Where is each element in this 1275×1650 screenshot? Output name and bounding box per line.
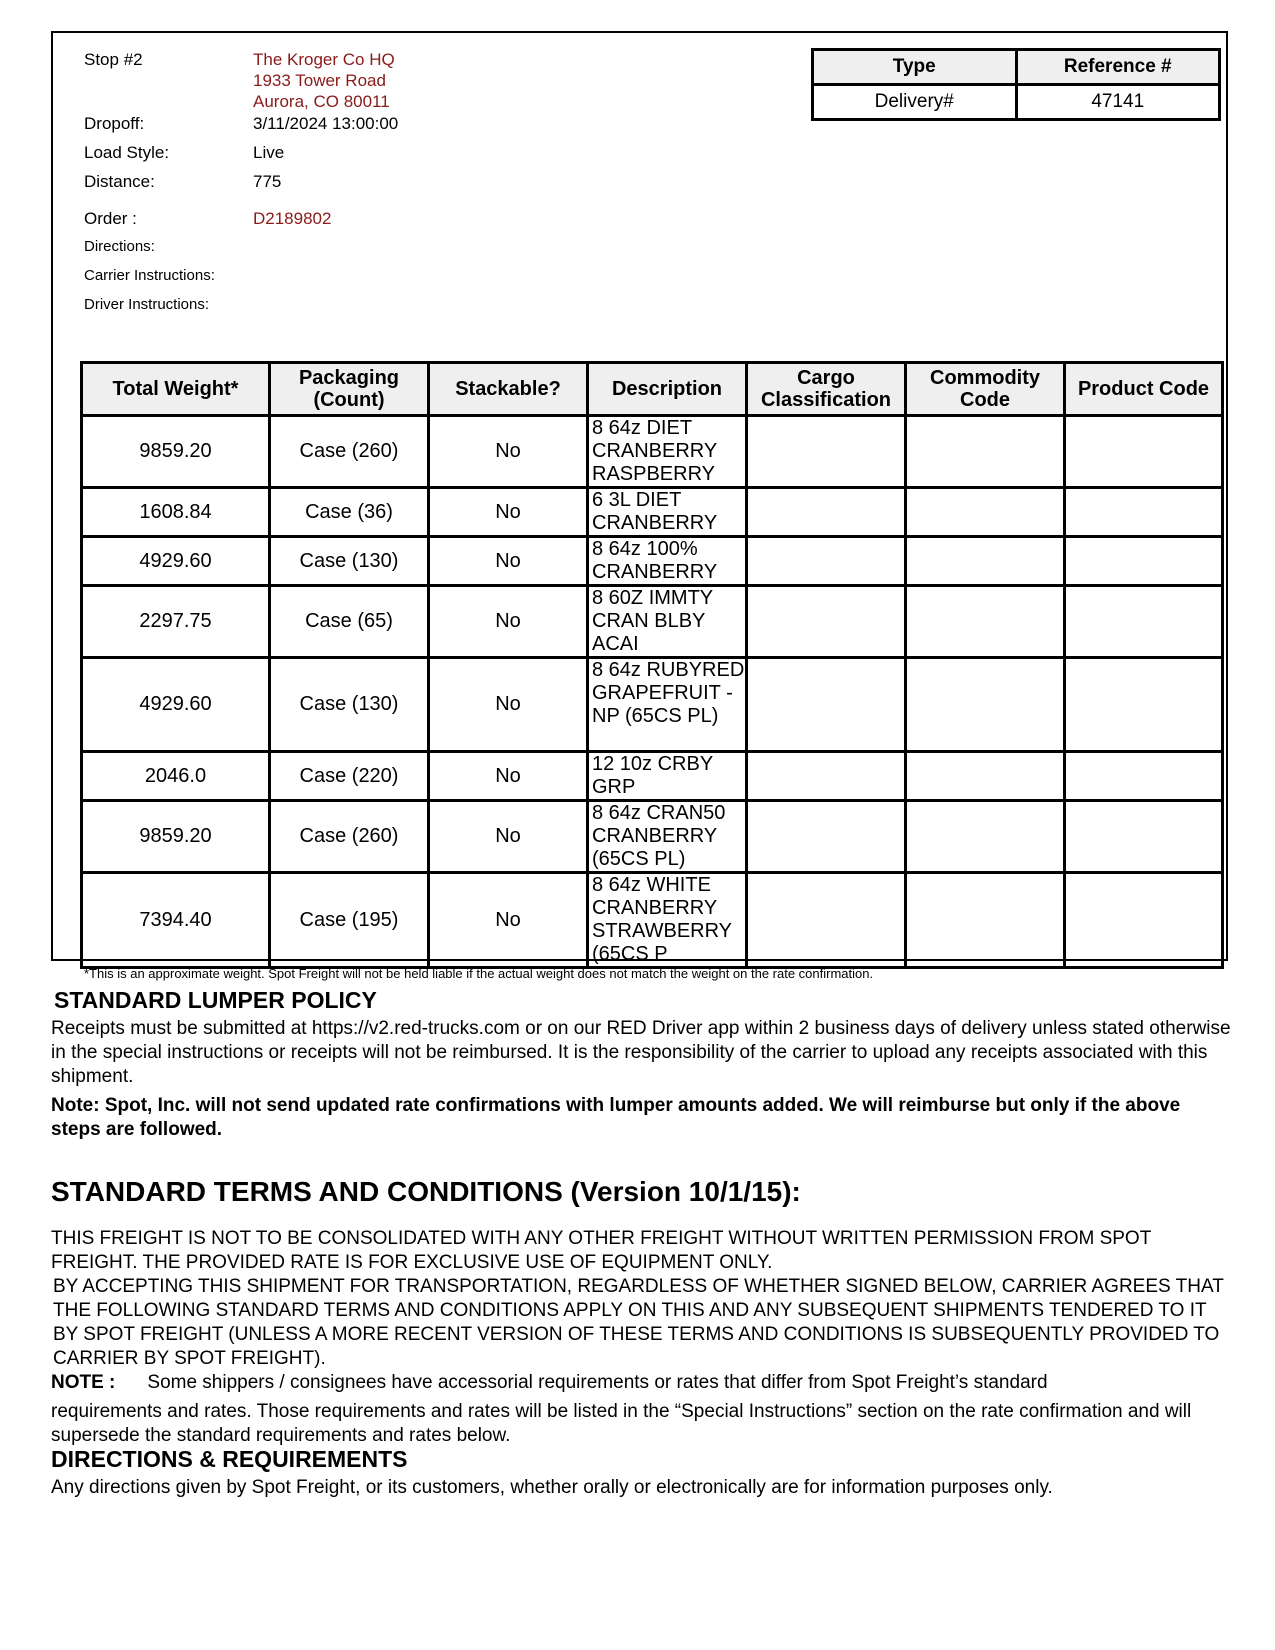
packaging-cell: Case (65) — [270, 586, 429, 658]
product-code-cell — [1065, 752, 1223, 801]
commodity-code-cell — [906, 537, 1065, 586]
carrier-instructions-label: Carrier Instructions: — [84, 267, 215, 284]
description-cell: 8 64z 100% CRANBERRY — [588, 537, 747, 586]
load-style-value: Live — [253, 143, 285, 162]
product-code-cell — [1065, 537, 1223, 586]
items-header-row — [82, 363, 1223, 416]
distance-value: 775 — [253, 172, 282, 191]
weight-cell: 4929.60 — [82, 537, 270, 586]
header-commodity-code: Commodity Code — [906, 363, 1065, 416]
terms-paragraph-1: THIS FREIGHT IS NOT TO BE CONSOLIDATED WITH ANY OTHER FREIGHT WITHOUT WRITTEN PERMISSION FROM SPOT FREIGHT. THE PROVIDED RATE IS FOR EXCLUSIVE USE OF EQUIPMENT ONLY. — [51, 1228, 1151, 1273]
cargo-classification-cell — [747, 801, 906, 873]
cargo-classification-cell — [747, 537, 906, 586]
directions-label: Directions: — [84, 238, 155, 255]
weight-cell: 2297.75 — [82, 586, 270, 658]
commodity-code-cell — [906, 416, 1065, 488]
commodity-code-cell — [906, 488, 1065, 537]
weight-cell: 7394.40 — [82, 873, 270, 968]
dropoff-label: Dropoff: — [84, 114, 145, 133]
cargo-classification-cell — [747, 752, 906, 801]
lumper-policy-body: Receipts must be submitted at https://v2.red-trucks.com or on our RED Driver app within 2 business days of delivery unless stated otherwise in the special instructions or receipts will not be reimbursed. It is the responsibility of the carrier to upload any receipts associated with this shipment. — [51, 1018, 1231, 1087]
description-cell: 8 64z WHITE CRANBERRY STRAWBERRY (65CS P — [588, 873, 747, 968]
weight-cell: 4929.60 — [82, 658, 270, 752]
product-code-cell — [1065, 873, 1223, 968]
stackable-cell: No — [429, 801, 588, 873]
product-code-cell — [1065, 801, 1223, 873]
product-code-cell — [1065, 416, 1223, 488]
stop-label: Stop #2 — [84, 50, 143, 69]
description-cell: 8 64z RUBYRED GRAPEFRUIT - NP (65CS PL) — [588, 658, 747, 752]
table-row — [82, 752, 1223, 801]
packaging-cell: Case (260) — [270, 416, 429, 488]
reference-table — [811, 48, 1221, 121]
description-cell: 8 60Z IMMTY CRAN BLBY ACAI — [588, 586, 747, 658]
distance-label: Distance: — [84, 172, 155, 191]
commodity-code-cell — [906, 752, 1065, 801]
table-row — [82, 658, 1223, 752]
table-row — [82, 537, 1223, 586]
stop-address-line1: 1933 Tower Road — [253, 71, 386, 90]
commodity-code-cell — [906, 801, 1065, 873]
table-row — [82, 586, 1223, 658]
product-code-cell — [1065, 586, 1223, 658]
directions-heading: DIRECTIONS & REQUIREMENTS — [51, 1446, 408, 1472]
description-cell: 12 10z CRBY GRP — [588, 752, 747, 801]
packaging-cell: Case (130) — [270, 537, 429, 586]
stackable-cell: No — [429, 658, 588, 752]
cargo-classification-cell — [747, 488, 906, 537]
load-style-label: Load Style: — [84, 143, 170, 162]
cargo-classification-cell — [747, 873, 906, 968]
terms-note-line1: Some shippers / consignees have accessorial requirements or rates that differ from Spot Freight’s standard — [147, 1372, 1048, 1393]
packaging-cell: Case (260) — [270, 801, 429, 873]
lumper-policy-note: Note: Spot, Inc. will not send updated rate confirmations with lumper amounts added. We will reimburse but only if the above steps are followed. — [51, 1095, 1181, 1140]
packaging-cell: Case (195) — [270, 873, 429, 968]
description-cell: 8 64z DIET CRANBERRY RASPBERRY — [588, 416, 747, 488]
header-packaging: Packaging (Count) — [270, 363, 429, 416]
order-label: Order : — [84, 209, 137, 228]
stackable-cell: No — [429, 416, 588, 488]
terms-note-rest: requirements and rates. Those requirements and rates will be listed in the “Special Instructions” section on the rate confirmation and will supersede the standard requirements and rates below. — [51, 1401, 1192, 1446]
header-description: Description — [588, 363, 747, 416]
stackable-cell: No — [429, 873, 588, 968]
header-cargo-classification: Cargo Classification — [747, 363, 906, 416]
reference-number-value: 47141 — [1016, 85, 1220, 120]
description-cell: 6 3L DIET CRANBERRY — [588, 488, 747, 537]
stop-address-line2: Aurora, CO 80011 — [253, 92, 390, 111]
weight-cell: 9859.20 — [82, 801, 270, 873]
weight-cell: 1608.84 — [82, 488, 270, 537]
dropoff-value: 3/11/2024 13:00:00 — [253, 114, 399, 133]
driver-instructions-label: Driver Instructions: — [84, 296, 210, 313]
product-code-cell — [1065, 658, 1223, 752]
stackable-cell: No — [429, 752, 588, 801]
packaging-cell: Case (220) — [270, 752, 429, 801]
directions-body: Any directions given by Spot Freight, or its customers, whether orally or electronically are for information purposes only. — [51, 1477, 1053, 1498]
cargo-classification-cell — [747, 416, 906, 488]
commodity-code-cell — [906, 586, 1065, 658]
stop-name: The Kroger Co HQ — [253, 50, 395, 69]
items-table — [80, 361, 1224, 969]
lumper-policy-heading: STANDARD LUMPER POLICY — [54, 987, 377, 1013]
terms-note-label: NOTE : — [51, 1372, 116, 1393]
header-total-weight: Total Weight* — [82, 363, 270, 416]
reference-type-value: Delivery# — [813, 85, 1017, 120]
weight-cell: 2046.0 — [82, 752, 270, 801]
stackable-cell: No — [429, 537, 588, 586]
table-row — [82, 416, 1223, 488]
header-stackable: Stackable? — [429, 363, 588, 416]
order-value: D2189802 — [253, 209, 332, 228]
terms-paragraph-2: BY ACCEPTING THIS SHIPMENT FOR TRANSPORTATION, REGARDLESS OF WHETHER SIGNED BELOW, CARRIER AGREES THAT THE FOLLOWING STANDARD TERMS AND CONDITIONS APPLY ON THIS AND ANY SUBSEQUENT SHIPMENTS TENDERED TO IT BY SPOT FREIGHT (UNLESS A MORE RECENT VERSION OF THESE TERMS AND CONDITIONS IS SUBSEQUENTLY PROVIDED TO CARRIER BY SPOT FREIGHT). — [53, 1276, 1224, 1369]
packaging-cell: Case (130) — [270, 658, 429, 752]
table-row — [82, 488, 1223, 537]
packaging-cell: Case (36) — [270, 488, 429, 537]
description-cell: 8 64z CRAN50 CRANBERRY (65CS PL) — [588, 801, 747, 873]
cargo-classification-cell — [747, 658, 906, 752]
reference-header-type: Type — [813, 50, 1017, 85]
commodity-code-cell — [906, 658, 1065, 752]
table-row — [82, 873, 1223, 968]
product-code-cell — [1065, 488, 1223, 537]
terms-heading: STANDARD TERMS AND CONDITIONS (Version 10/1/15): — [51, 1176, 801, 1207]
stackable-cell: No — [429, 586, 588, 658]
stackable-cell: No — [429, 488, 588, 537]
cargo-classification-cell — [747, 586, 906, 658]
reference-header-number: Reference # — [1016, 50, 1220, 85]
weight-footnote: *This is an approximate weight. Spot Freight will not be held liable if the actual weight does not match the weight on the rate confirmation. — [84, 966, 874, 981]
terms-note-line — [51, 1371, 1231, 1395]
weight-cell: 9859.20 — [82, 416, 270, 488]
commodity-code-cell — [906, 873, 1065, 968]
header-product-code: Product Code — [1065, 363, 1223, 416]
table-row — [82, 801, 1223, 873]
